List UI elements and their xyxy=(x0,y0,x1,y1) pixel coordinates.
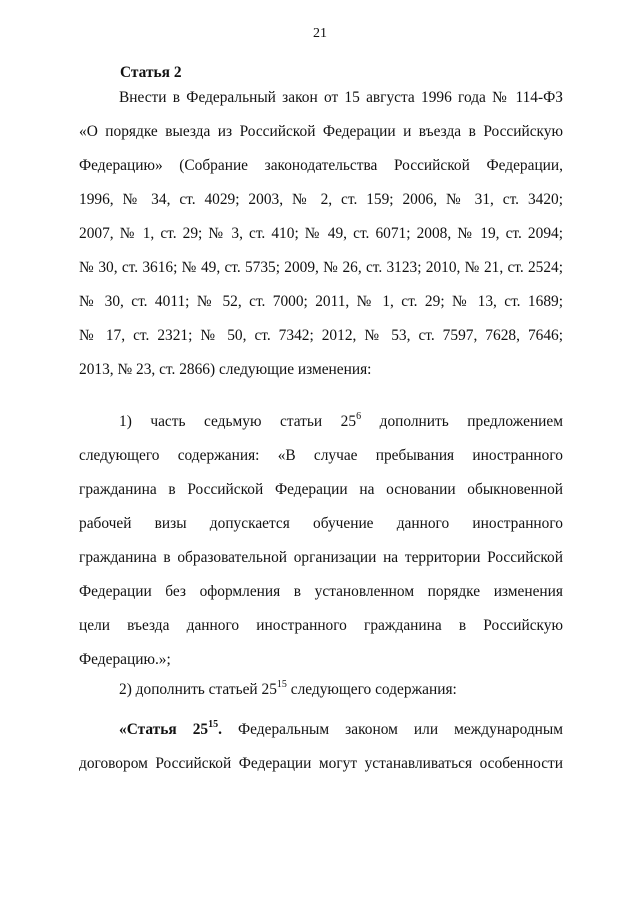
text-line xyxy=(79,713,563,747)
text-line: гражданина в образовательной организации на территории Российской xyxy=(79,549,563,566)
article-heading: Статья 2 xyxy=(120,64,182,81)
text-line: 2013, № 23, ст. 2866) следующие изменения: xyxy=(79,361,372,378)
text-line: договором Российской Федерации могут устанавливаться особенности xyxy=(79,755,563,772)
text-span: «Статья 25 xyxy=(119,721,209,738)
paragraph-amendment-intro xyxy=(79,81,563,387)
text-span: следующего содержания: xyxy=(286,681,457,698)
text-line: 1996, № 34, ст. 4029; 2003, № 2, ст. 159; 2006, № 31, ст. 3420; xyxy=(79,191,563,208)
superscript: 15 xyxy=(276,678,287,690)
text-line xyxy=(79,405,563,439)
text-line: «О порядке выезда из Российской Федерации и въезда в Российскую xyxy=(79,123,563,140)
paragraph-item-1 xyxy=(79,405,563,677)
paragraph-new-article xyxy=(79,713,563,781)
text-line: Федерации без оформления в установленном порядке изменения xyxy=(79,583,563,600)
text-line: Федерацию.»; xyxy=(79,651,171,668)
article-title xyxy=(119,718,222,738)
text-line: № 30, ст. 4011; № 52, ст. 7000; 2011, № 1, ст. 29; № 13, ст. 1689; xyxy=(79,293,563,310)
text-span: 1) часть седьмую статьи 25 xyxy=(119,413,357,430)
text-line xyxy=(79,673,563,707)
text-span: дополнить предложением xyxy=(361,413,563,430)
page-number: 21 xyxy=(313,26,327,41)
text-line: Внести в Федеральный закон от 15 августа 1996 года № 114-ФЗ xyxy=(119,89,563,106)
text-line: № 17, ст. 2321; № 50, ст. 7342; 2012, № 53, ст. 7597, 7628, 7646; xyxy=(79,327,563,344)
text-line: следующего содержания: «В случае пребывания иностранного xyxy=(79,447,563,464)
text-line: 2007, № 1, ст. 29; № 3, ст. 410; № 49, ст. 6071; 2008, № 19, ст. 2094; xyxy=(79,225,563,242)
text-line: рабочей визы допускается обучение данного иностранного xyxy=(79,515,563,532)
text-span: 2) дополнить статьей 25 xyxy=(119,681,277,698)
superscript: 6 xyxy=(356,410,362,422)
paragraph-item-2 xyxy=(79,673,563,707)
text-line: цели въезда данного иностранного гражданина в Российскую xyxy=(79,617,563,634)
text-span: Федеральным законом или международным xyxy=(221,721,563,738)
superscript: 15 xyxy=(208,718,219,730)
text-line: Федерацию» (Собрание законодательства Российской Федерации, xyxy=(79,157,563,174)
text-span: . xyxy=(218,721,222,738)
text-line: гражданина в Российской Федерации на основании обыкновенной xyxy=(79,481,563,498)
text-line: № 30, ст. 3616; № 49, ст. 5735; 2009, № 26, ст. 3123; 2010, № 21, ст. 2524; xyxy=(79,259,563,276)
